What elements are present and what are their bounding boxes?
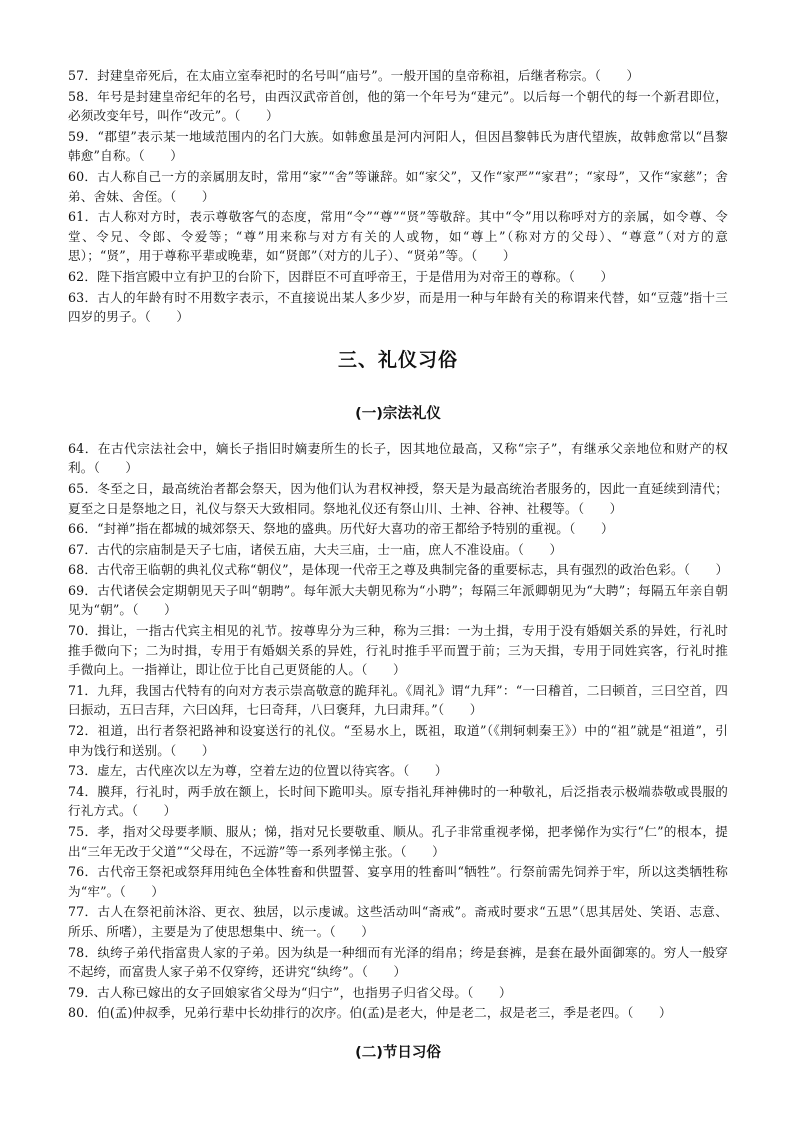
document-page — [68, 66, 728, 1078]
question-73: 73．虚左，古代座次以左为尊，空着左边的位置以待宾客。（ ） — [68, 763, 448, 779]
question-74: 74．膜拜，行礼时，两手放在额上，长时间下跪叩头。原专指礼拜神佛时的一种敬礼，后泛指表示极端恭敬或畏服的行礼方式。（ ） — [68, 783, 728, 819]
question-69: 69．古代诸侯会定期朝见天子叫“朝聘”。每年派大夫朝见称为“小聘”；每隔三年派卿朝见为“大聘”；每隔五年亲自朝见为“朝”。（ ） — [68, 582, 728, 618]
question-63: 63．古人的年龄有时不用数字表示，不直接说出某人多少岁，而是用一种与年龄有关的称谓来代替，如“豆蔻”指十三四岁的男子。（ ） — [68, 289, 728, 325]
question-76: 76．古代帝王祭祀或祭拜用纯色全体牲畜和供盟誓、宴享用的牲畜叫“牺牲”。行祭前需先饲养于牢，所以这类牺牲称为“牢”。（ ） — [68, 864, 728, 899]
question-68: 68．古代帝王临朝的典礼仪式称“朝仪”，是体现一代帝王之尊及典制完备的重要标志，具有强烈的政治色彩。（ ） — [68, 562, 729, 578]
question-65: 65．冬至之日，最高统治者都会祭天，因为他们认为君权神授，祭天是为最高统治者服务的，因此一直延续到清代；夏至之日是祭地之日，礼仪与祭天大致相同。祭地礼仪还有祭山川、土神、谷神、社稷等。（ ） — [68, 480, 728, 516]
question-79: 79．古人称已嫁出的女子回娘家省父母为“归宁”，也指男子归省父母。（ ） — [68, 984, 512, 1000]
question-61: 61．古人称对方时，表示尊敬客气的态度，常用“令”“尊”“贤”等敬辞。其中“令”用以称呼对方的亲属，如令尊、令堂、令兄、令郎、令爱等；“尊”用来称与对方有关的人或物，如“尊上”（称对方的父母）、“尊意”（对方的意思）；“贤”，用于尊称平辈或晚辈，如“贤郎”（对方的儿子）、“贤弟”等。（ ） — [68, 209, 728, 264]
question-58: 58．年号是封建皇帝纪年的名号，由西汉武帝首创，他的第一个年号为“建元”。以后每一个朝代的每一个新君即位，必须改变年号，叫作“改元”。（ ） — [68, 88, 728, 124]
question-64: 64．在古代宗法社会中，嫡长子指旧时嫡妻所生的长子，因其地位最高，又称“宗子”，有继承父亲地位和财产的权利。（ ） — [68, 440, 728, 476]
question-71: 71．九拜，我国古代特有的向对方表示崇高敬意的跪拜礼。《周礼》谓“九拜”：“一曰稽首，二曰顿首，三曰空首，四曰振动，五曰吉拜，六曰凶拜，七曰奇拜，八曰褒拜，九曰肃拜。”（ ） — [68, 682, 728, 718]
question-59: 59．“郡望”表示某一地域范围内的名门大族。如韩愈虽是河内河阳人，但因昌黎韩氏为唐代望族，故韩愈常以“昌黎韩愈”自称。（ ） — [68, 128, 728, 164]
question-72: 72．祖道，出行者祭祀路神和设宴送行的礼仪。“至易水上，既祖，取道”（《荆轲刺秦王》）中的“祖”就是“祖道”，引申为饯行和送别。（ ） — [68, 723, 728, 758]
subsection-title-1: (一)宗法礼仪 — [355, 405, 441, 422]
question-62: 62．陛下指宫殿中立有护卫的台阶下，因群臣不可直呼帝王，于是借用为对帝王的尊称。（ ） — [68, 268, 614, 284]
question-60: 60．古人称自己一方的亲属朋友时，常用“家”“舍”等谦辞。如“家父”，又作“家严”“家君”；“家母”，又作“家慈”；舍弟、舍妹、舍侄。（ ） — [68, 168, 728, 204]
question-75: 75．孝，指对父母要孝顺、服从；悌，指对兄长要敬重、顺从。孔子非常重视孝悌，把孝悌作为实行“仁”的根本，提出“三年无改于父道”“父母在，不远游”等一系列孝悌主张。（ ） — [68, 824, 728, 859]
question-77: 77．古人在祭祀前沐浴、更衣、独居，以示虔诚。这些活动叫“斋戒”。斋戒时要求“五思”（思其居处、笑语、志意、所乐、所嗜），主要是为了使思想集中、统一。（ ） — [68, 904, 728, 939]
question-66: 66．“封禅”指在都城的城郊祭天、祭地的盛典。历代好大喜功的帝王都给予特别的重视。（ ） — [68, 521, 614, 537]
section-title: 三、礼仪习俗 — [337, 348, 458, 371]
question-78: 78．纨绔子弟代指富贵人家的子弟。因为纨是一种细而有光泽的绢帛；绔是套裤，是套在最外面御寒的。穷人一般穿不起绔，而富贵人家子弟不仅穿绔，还讲究“纨绔”。（ ） — [68, 944, 728, 980]
subsection-title-2: (二)节日习俗 — [355, 1044, 441, 1061]
question-70: 70．揖让，一指古代宾主相见的礼节。按尊卑分为三种，称为三揖：一为土揖，专用于没有婚姻关系的异姓，行礼时推手微向下；二为时揖，专用于有婚姻关系的异姓，行礼时推手平而置于前；三为天揖，专用于同姓宾客，行礼时推手微向上。一指禅让，即让位于比自己更贤能的人。（ ） — [68, 623, 728, 678]
question-57: 57．封建皇帝死后，在太庙立室奉祀时的名号叫“庙号”。一般开国的皇帝称祖，后继者称宗。（ ） — [68, 68, 640, 83]
question-80: 80．伯(孟)仲叔季，兄弟行辈中长幼排行的次序。伯(孟)是老大，仲是老二，叔是老三，季是老四。（ ） — [68, 1005, 672, 1021]
question-67: 67．古代的宗庙制是天子七庙，诸侯五庙，大夫三庙，士一庙，庶人不准设庙。（ ） — [68, 541, 563, 557]
